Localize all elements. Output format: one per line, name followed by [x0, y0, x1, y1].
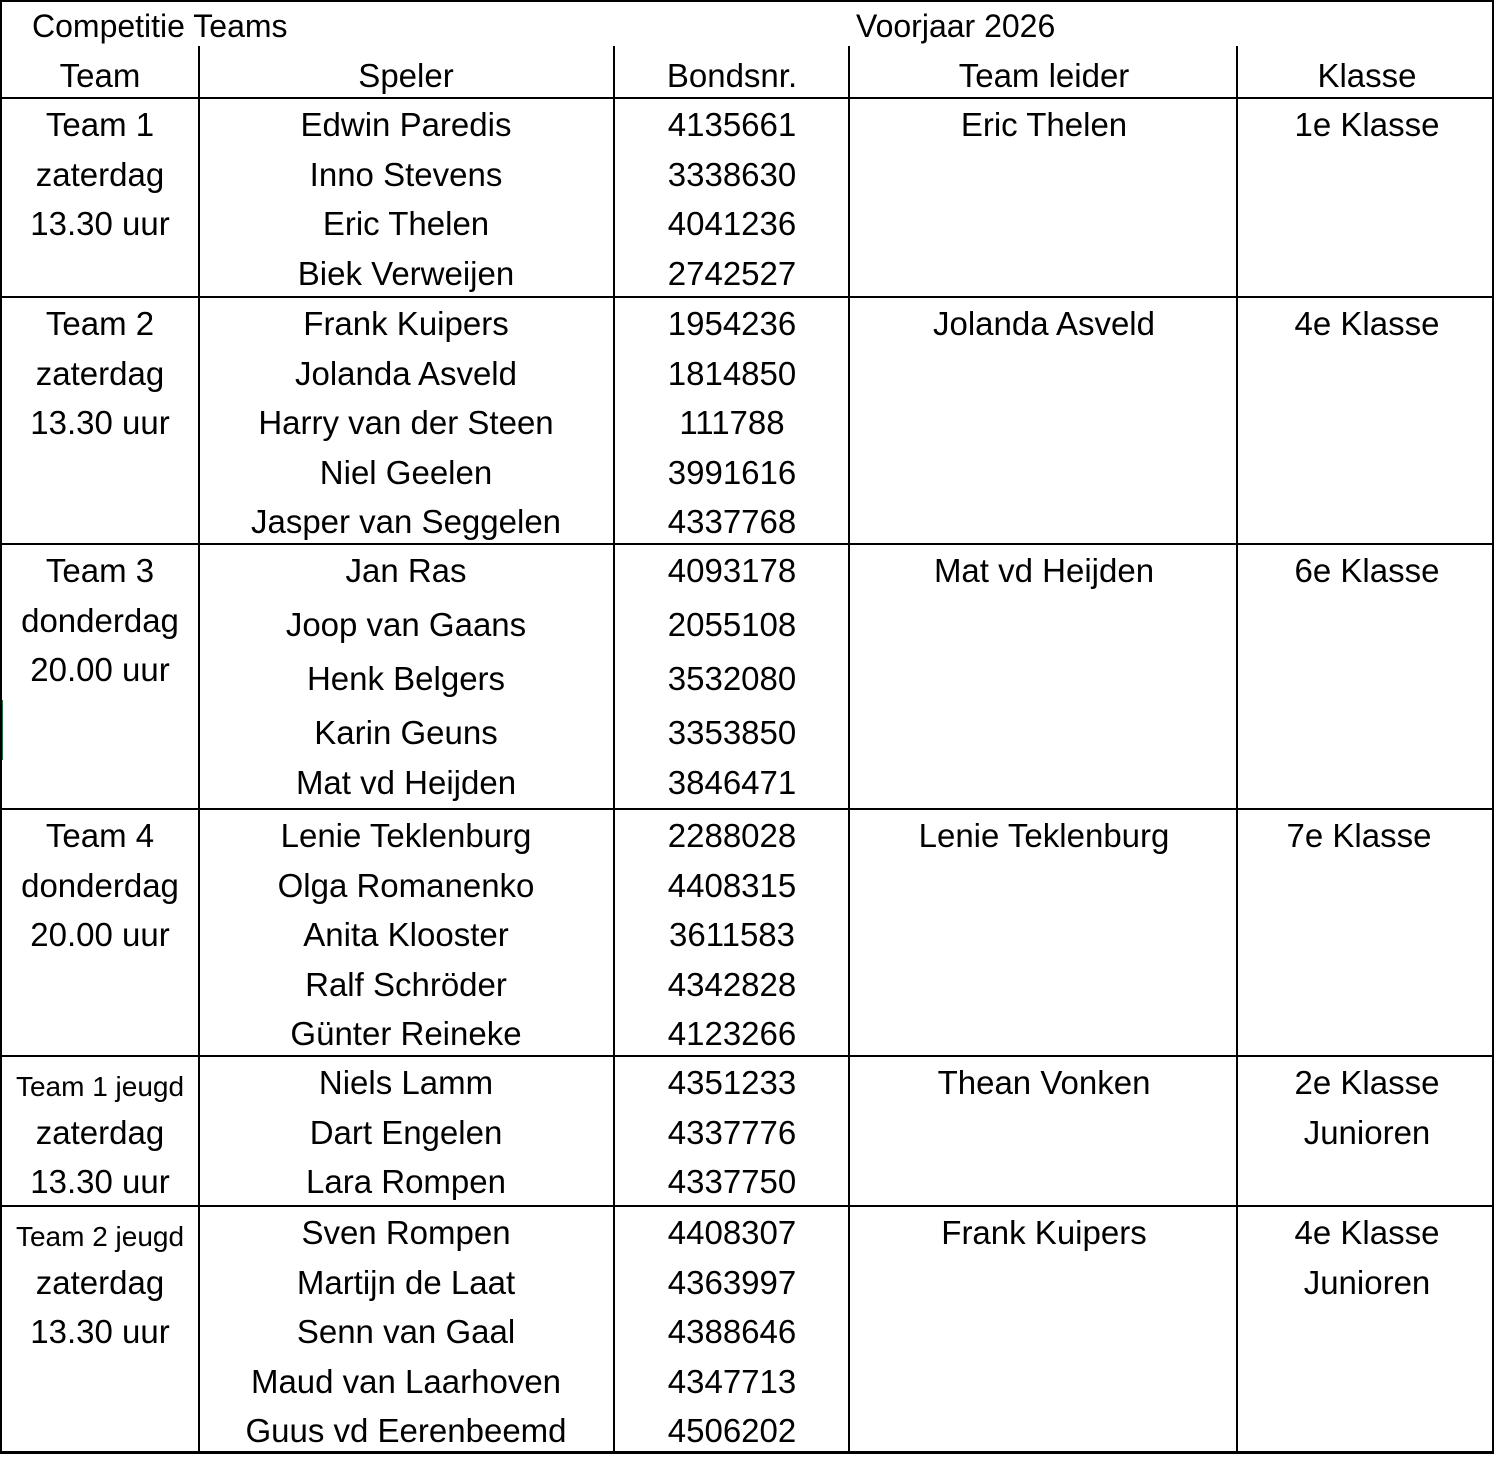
team-block-divider [0, 543, 1494, 545]
team-label-line: zaterdag [35, 354, 165, 392]
player-bondsnr: 4093178 [667, 552, 797, 589]
team-label-line: Team 3 [45, 552, 155, 589]
team-block-divider [0, 296, 1494, 298]
player-name: Eric Thelen [322, 205, 490, 242]
team-label-line: zaterdag [35, 155, 165, 193]
player-bondsnr: 4337776 [667, 1113, 797, 1151]
player-name: Olga Romanenko [277, 866, 535, 904]
sheet-title: Competitie Teams [32, 8, 288, 44]
team-label-line: Team 2 [45, 305, 155, 342]
team-label-line: 13.30 uur [30, 205, 170, 242]
team-klasse: 7e Klasse [1286, 817, 1432, 854]
player-bondsnr: 4135661 [667, 106, 797, 143]
team-klasse: 1e Klasse [1294, 106, 1440, 143]
sheet-right-border [1492, 0, 1494, 1454]
player-name: Jan Ras [345, 552, 467, 589]
player-bondsnr: 4337750 [667, 1163, 797, 1200]
player-name: Joop van Gaans [285, 606, 527, 643]
column-divider [848, 46, 850, 1452]
header-team: Team [59, 57, 141, 94]
player-name: Anita Klooster [303, 916, 509, 953]
player-name: Karin Geuns [314, 714, 498, 751]
player-bondsnr: 4123266 [667, 1015, 797, 1052]
player-bondsnr: 2288028 [667, 817, 797, 854]
team-label-line: 20.00 uur [30, 651, 170, 688]
team-block-divider [0, 1055, 1494, 1057]
player-name: Henk Belgers [306, 660, 506, 697]
player-name: Lenie Teklenburg [280, 817, 532, 854]
player-bondsnr: 3353850 [667, 714, 797, 751]
season-label: Voorjaar 2026 [856, 8, 1056, 44]
team-label-line: Team 2 jeugd [15, 1221, 185, 1252]
team-leader: Thean Vonken [937, 1064, 1151, 1101]
team-label-line: zaterdag [35, 1263, 165, 1301]
player-name: Sven Rompen [301, 1214, 511, 1251]
player-name: Jolanda Asveld [295, 354, 517, 392]
sheet-left-border [0, 0, 2, 1454]
team-leader: Jolanda Asveld [933, 305, 1155, 342]
team-klasse: Junioren [1303, 1263, 1431, 1301]
player-name: Ralf Schröder [305, 965, 507, 1003]
player-bondsnr: 3611583 [668, 916, 796, 953]
player-name: Guus vd Eerenbeemd [245, 1412, 567, 1449]
player-bondsnr: 4408307 [667, 1214, 797, 1251]
player-name: Inno Stevens [309, 155, 503, 193]
team-klasse: 6e Klasse [1294, 552, 1440, 589]
player-name: Mat vd Heijden [295, 764, 517, 801]
player-name: Frank Kuipers [303, 305, 509, 342]
team-label-line: 20.00 uur [30, 916, 170, 953]
player-bondsnr: 2055108 [667, 606, 797, 643]
player-bondsnr: 3532080 [667, 660, 797, 697]
header-team-leider: Team leider [958, 57, 1130, 94]
player-name: Maud van Laarhoven [250, 1362, 562, 1400]
player-name: Niel Geelen [319, 453, 493, 491]
team-klasse: 4e Klasse [1294, 305, 1440, 342]
header-bondsnr: Bondsnr. [666, 57, 798, 94]
player-bondsnr: 4342828 [667, 965, 797, 1003]
team-label-line: 13.30 uur [30, 1163, 170, 1200]
player-name: Lara Rompen [306, 1163, 506, 1200]
team-label-line: Team 1 jeugd [15, 1071, 185, 1102]
player-bondsnr: 4347713 [667, 1362, 797, 1400]
team-label-line: 13.30 uur [30, 1313, 170, 1350]
header-speler: Speler [358, 57, 454, 94]
player-bondsnr: 4337768 [667, 503, 797, 540]
team-label-line: 13.30 uur [30, 404, 170, 441]
player-bondsnr: 2742527 [667, 254, 797, 292]
player-bondsnr: 1954236 [667, 305, 797, 342]
player-bondsnr: 1814850 [667, 354, 797, 392]
team-block-divider [0, 808, 1494, 810]
column-divider [198, 46, 200, 1452]
player-bondsnr: 4408315 [667, 866, 797, 904]
sheet-bottom-border [0, 1451, 1494, 1454]
team-klasse: 2e Klasse [1294, 1064, 1440, 1101]
player-bondsnr: 3846471 [667, 764, 797, 801]
player-name: Jasper van Seggelen [250, 503, 562, 540]
player-name: Dart Engelen [309, 1113, 503, 1151]
team-klasse: Junioren [1303, 1113, 1431, 1151]
team-label-line: donderdag [21, 866, 179, 904]
team-klasse: 4e Klasse [1294, 1214, 1440, 1251]
team-block-divider [0, 1205, 1494, 1207]
team-label-line: donderdag [21, 601, 179, 639]
player-name: Günter Reineke [290, 1015, 522, 1052]
player-bondsnr: 3991616 [667, 453, 797, 491]
player-bondsnr: 4351233 [667, 1064, 797, 1101]
player-bondsnr: 3338630 [667, 155, 797, 193]
player-bondsnr: 4506202 [667, 1412, 797, 1449]
player-bondsnr: 4363997 [667, 1263, 797, 1301]
player-name: Martijn de Laat [296, 1263, 516, 1301]
team-label-line: Team 4 [45, 817, 155, 854]
team-leader: Mat vd Heijden [933, 552, 1155, 589]
header-bottom-border [0, 97, 1494, 99]
player-bondsnr: 4388646 [667, 1313, 797, 1350]
team-leader: Eric Thelen [960, 106, 1128, 143]
player-name: Harry van der Steen [258, 404, 554, 441]
team-label-line: Team 1 [45, 106, 155, 143]
team-leader: Lenie Teklenburg [918, 817, 1170, 854]
player-name: Biek Verweijen [297, 254, 515, 292]
sheet-top-border [0, 0, 1494, 2]
player-bondsnr: 4041236 [667, 205, 797, 242]
column-divider [613, 46, 615, 1452]
player-name: Edwin Paredis [300, 106, 512, 143]
team-label-line: zaterdag [35, 1113, 165, 1151]
column-divider [1236, 46, 1238, 1452]
header-klasse: Klasse [1317, 57, 1417, 94]
team-leader: Frank Kuipers [941, 1214, 1147, 1251]
player-name: Niels Lamm [318, 1064, 494, 1101]
player-name: Senn van Gaal [296, 1313, 516, 1350]
player-bondsnr: 111788 [679, 404, 785, 441]
